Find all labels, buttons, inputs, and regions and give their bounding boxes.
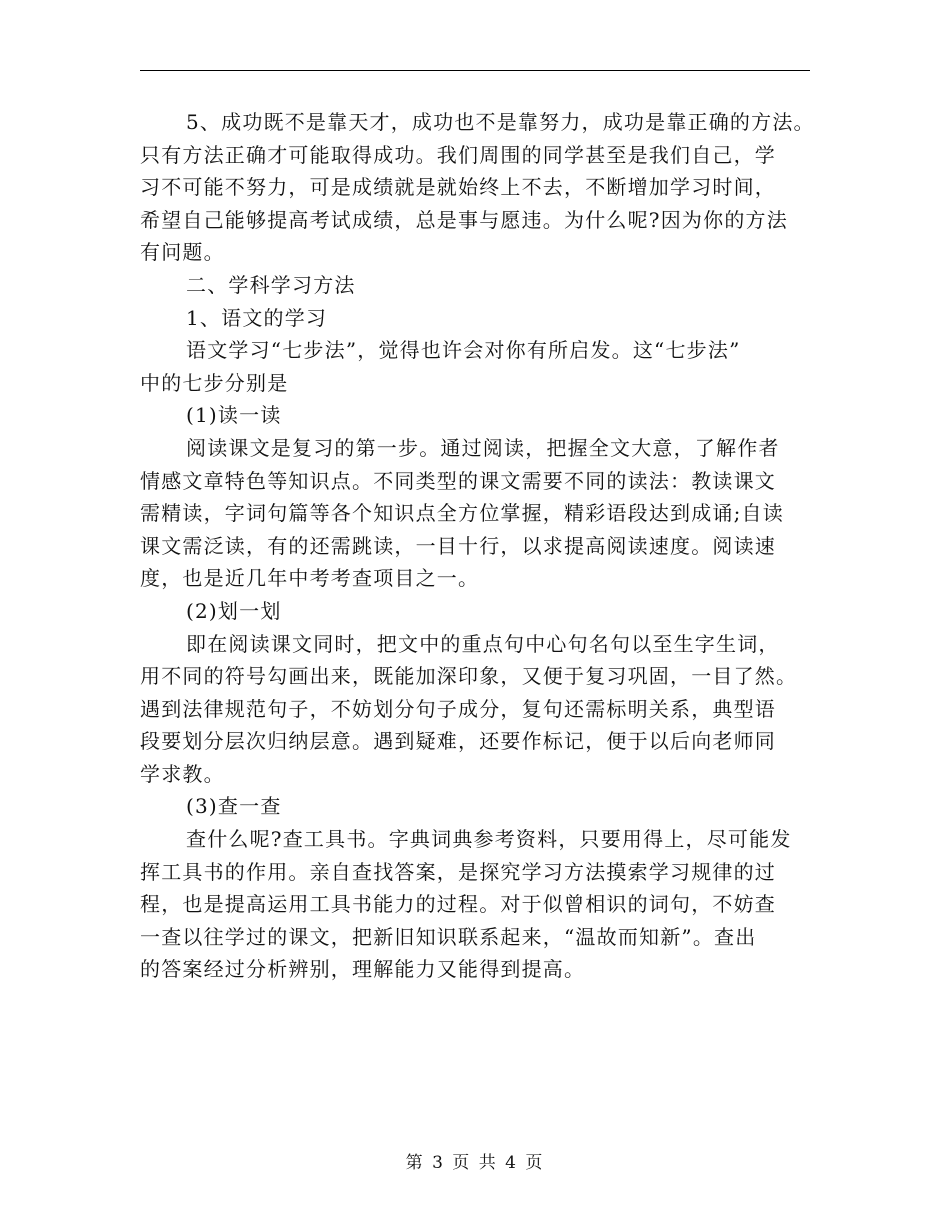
text-line: 希望自己能够提高考试成绩，总是事与愿违。为什么呢?因为你的方法	[140, 207, 788, 232]
text-line: 用不同的符号勾画出来，既能加深印象，又便于复习巩固，一目了然。	[140, 664, 798, 689]
text-line: 语文学习“七步法”，觉得也许会对你有所启发。这“七步法”	[186, 338, 741, 363]
section-heading: 二、学科学习方法	[186, 272, 356, 297]
page-number-footer: 第 3 页 共 4 页	[405, 1153, 545, 1173]
text-line: 情感文章特色等知识点。不同类型的课文需要不同的读法：教读课文	[140, 468, 776, 493]
text-line: 遇到法律规范句子，不妨划分句子成分，复句还需标明关系，典型语	[140, 696, 776, 721]
text-line: 中的七步分别是	[140, 370, 289, 395]
text-line: 只有方法正确才可能取得成功。我们周围的同学甚至是我们自己，学	[140, 142, 776, 167]
text-line: 习不可能不努力，可是成绩就是就始终上不去，不断增加学习时间，	[140, 175, 776, 200]
header-rule	[140, 70, 810, 71]
step-heading: (3)查一查	[186, 794, 282, 819]
text-line: 需精读，字词句篇等各个知识点全方位掌握，精彩语段达到成诵;自读	[140, 501, 784, 526]
subsection-heading: 1、语文的学习	[186, 305, 328, 330]
text-line: 段要划分层次归纳层意。遇到疑难，还要作标记，便于以后向老师同	[140, 729, 776, 754]
text-line: 5、成功既不是靠天才，成功也不是靠努力，成功是靠正确的方法。	[186, 110, 815, 134]
text-line: 即在阅读课文同时，把文中的重点句中心句名句以至生字生词，	[186, 631, 780, 656]
text-line: 的答案经过分析辨别，理解能力又能得到提高。	[140, 957, 586, 982]
text-line: 学求教。	[140, 761, 225, 786]
text-line: 挥工具书的作用。亲自查找答案，是探究学习方法摸索学习规律的过	[140, 859, 776, 884]
document-body	[140, 106, 815, 986]
text-line: 课文需泛读，有的还需跳读，一目十行，以求提高阅读速度。阅读速	[140, 533, 776, 558]
step-heading: (2)划一划	[186, 598, 282, 623]
text-line: 查什么呢?查工具书。字典词典参考资料，只要用得上，尽可能发	[186, 827, 792, 852]
text-line: 有问题。	[140, 240, 225, 265]
step-heading: (1)读一读	[186, 403, 282, 428]
text-line: 一查以往学过的课文，把新旧知识联系起来，“温故而知新”。查出	[140, 924, 757, 949]
text-line: 度，也是近几年中考考查项目之一。	[140, 566, 480, 591]
text-line: 阅读课文是复习的第一步。通过阅读，把握全文大意，了解作者	[186, 435, 780, 460]
text-line: 程，也是提高运用工具书能力的过程。对于似曾相识的词句，不妨查	[140, 892, 776, 917]
